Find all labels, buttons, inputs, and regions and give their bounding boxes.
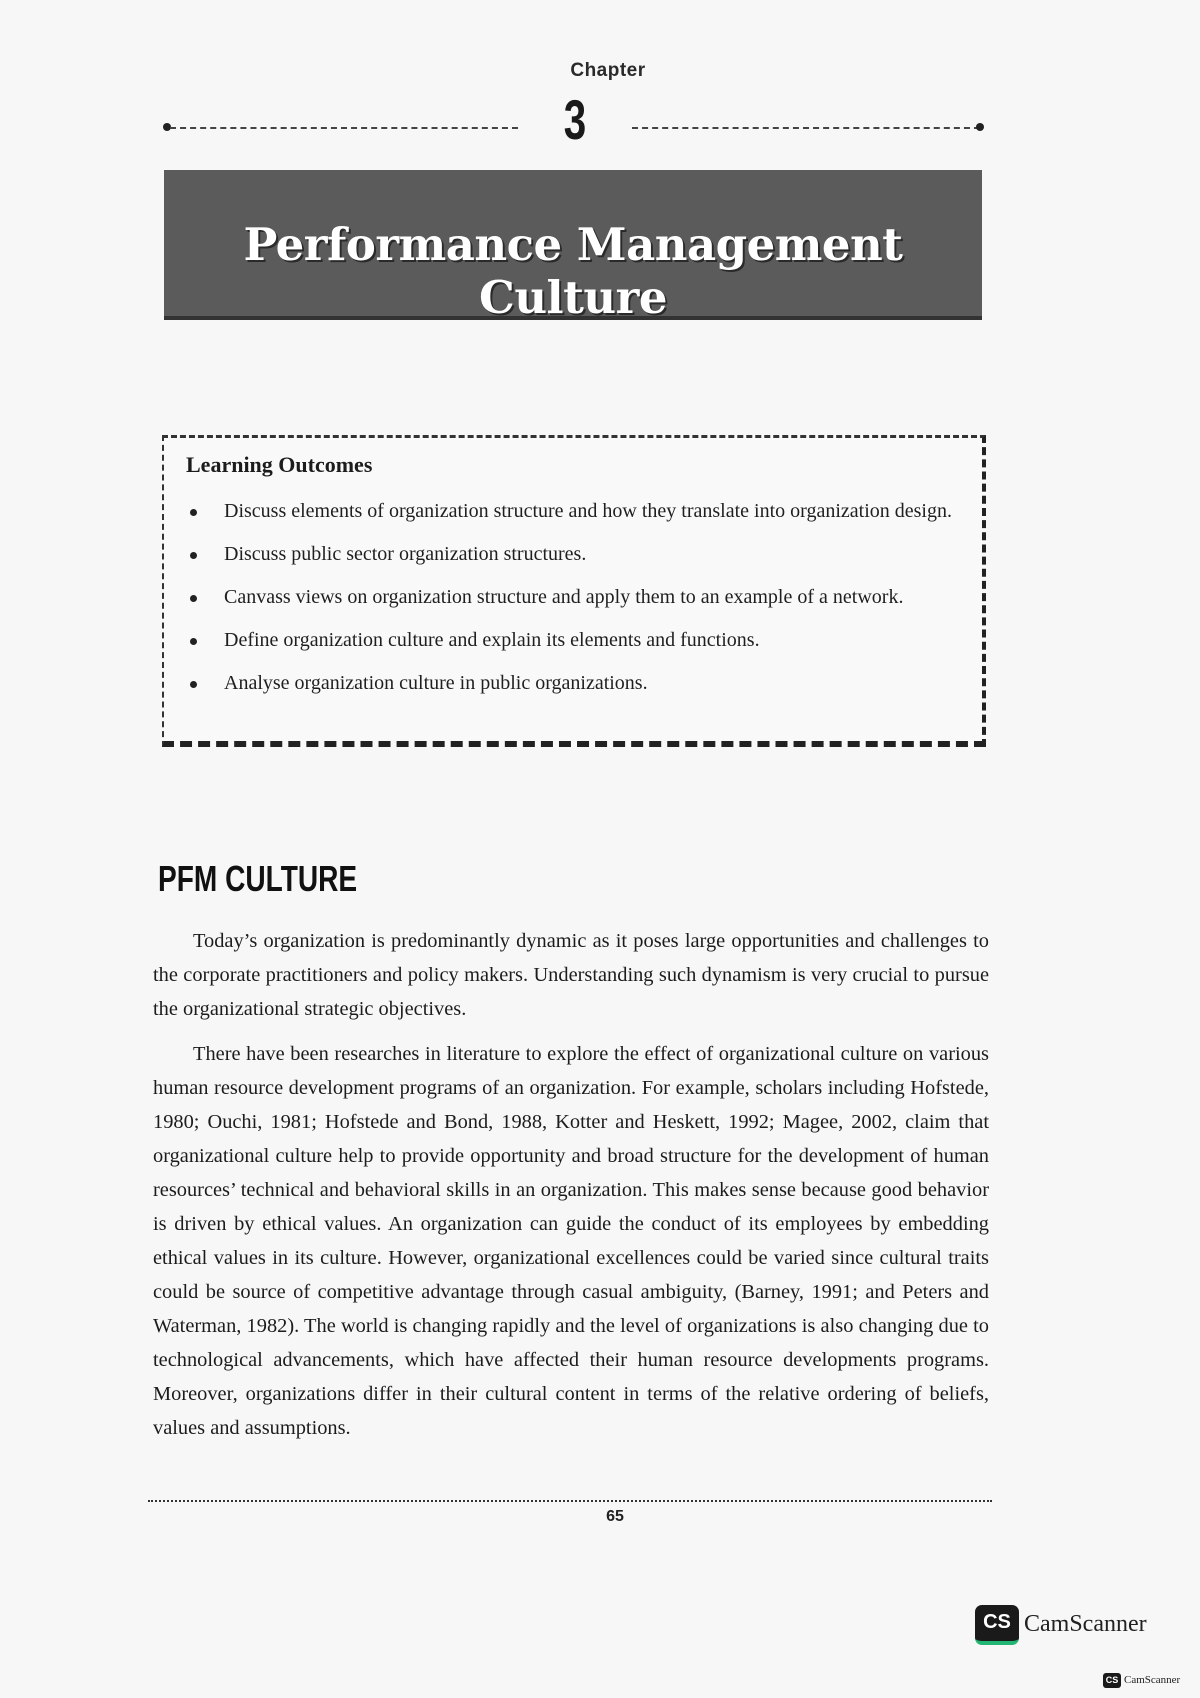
chapter-title: Performance Management Culture (243, 218, 903, 324)
chapter-number: 3 (563, 88, 587, 151)
footer-rule (148, 1500, 992, 1502)
learning-outcome-item (164, 625, 964, 656)
chapter-title-banner (164, 170, 982, 324)
chapter-label: Chapter (570, 60, 646, 81)
learning-outcomes-box (162, 435, 986, 747)
camscanner-watermark-name: CamScanner (1024, 1611, 1147, 1637)
page-number: 65 (606, 1508, 624, 1525)
learning-outcome-text: Discuss elements of organization structure and how they translate into organization design. (224, 500, 952, 522)
learning-outcome-text: Define organization culture and explain its elements and functions. (224, 629, 760, 651)
learning-outcomes-list (164, 496, 964, 711)
learning-outcome-text: Analyse organization culture in public organizations. (224, 672, 648, 694)
learning-outcome-item (164, 496, 964, 527)
learning-outcome-text: Canvass views on organization structure and apply them to an example of a network. (224, 586, 904, 608)
learning-outcome-item (164, 539, 964, 570)
camscanner-small-logo-icon: CS (1103, 1673, 1121, 1688)
chapter-rule-left (170, 127, 518, 129)
section-heading: PFM CULTURE (158, 858, 358, 899)
camscanner-small-name: CamScanner (1124, 1674, 1181, 1686)
learning-outcome-item (164, 582, 964, 613)
body-paragraph-1: Today’s organization is predominantly dynamic as it poses large opportunities and challenges to the corporate practitioners and policy makers. Understanding such dynamism is very crucial to pursue the organizational strategic objectives. (153, 930, 989, 1020)
learning-outcome-text: Discuss public sector organization structures. (224, 543, 587, 565)
bullet-icon (190, 638, 197, 645)
bullet-icon (190, 595, 197, 602)
body-paragraph-2: There have been researches in literature to explore the effect of organizational culture on various human resource development programs of an organization. For example, scholars including Hofstede, 1980; Ouchi, 1981; Hofstede and Bond, 1988, Kotter and Heskett, 1992; Magee, 2002, claim that organizational culture help to provide opportunity and broad structure for the development of human resources’ technical and behavioral skills in an organization. This makes sense because good behavior is driven by ethical values. An organization can guide the conduct of its employees by embedding ethical values in its culture. However, organizational excellences could be varied since cultural traits could be source of competitive advantage through casual ambiguity, (Barney, 1991; and Peters and Waterman, 1982). The world is changing rapidly and the level of organizations is also changing due to technological advancements, which have affected their human resource developments programs. Moreover, organizations differ in their cultural content in terms of the relative ordering of beliefs, values and assumptions. (153, 1043, 989, 1439)
chapter-rule-right (632, 127, 980, 129)
bullet-icon (190, 509, 197, 516)
rule-end-dot-right (976, 123, 984, 131)
learning-outcomes-heading: Learning Outcomes (186, 452, 373, 477)
bullet-icon (190, 681, 197, 688)
bullet-icon (190, 552, 197, 559)
learning-outcome-item (164, 668, 964, 699)
camscanner-logo-icon: CS (975, 1605, 1019, 1645)
